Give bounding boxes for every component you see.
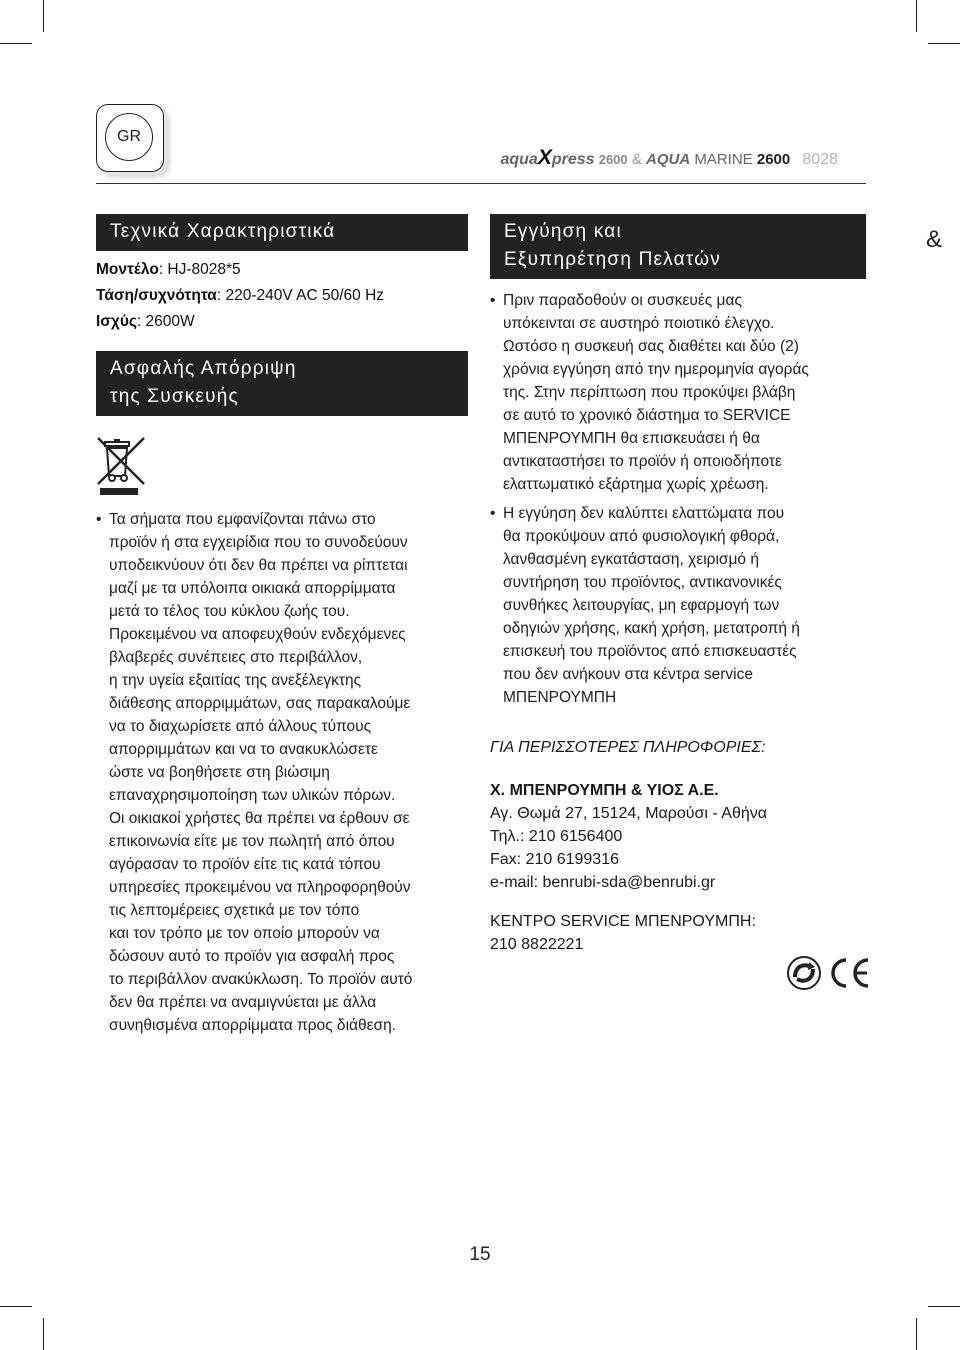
- warranty-heading: [490, 214, 866, 279]
- brand-aqua-2: AQUA: [646, 151, 691, 168]
- disposal-line: συνηθισμένα απορρίμματα προς διάθεση.: [109, 1017, 396, 1034]
- certification-icons: [786, 955, 872, 991]
- spec-value: : HJ-8028*5: [158, 261, 241, 278]
- company-fax: Fax: 210 6199316: [490, 851, 619, 868]
- brand-x: X: [537, 146, 552, 169]
- brand-header: [500, 146, 838, 170]
- warranty-line: ελαττωματικό εξάρτημα χωρίς χρέωση.: [503, 476, 769, 493]
- model-number: 8028: [802, 151, 838, 168]
- disposal-line: μετά το τέλος του κύκλου ζωής του.: [109, 603, 350, 620]
- company-name: Χ. ΜΠΕΝΡΟΥΜΠΗ & ΥΙΟΣ Α.Ε.: [490, 782, 719, 799]
- ce-mark-icon: [828, 955, 872, 991]
- header-rule: [96, 183, 866, 184]
- crop-mark: [0, 43, 32, 44]
- disposal-bullet: [96, 508, 468, 1037]
- brand-number-2: 2600: [756, 151, 791, 168]
- crop-mark: [928, 1306, 960, 1307]
- warranty-line: χρόνια εγγύηση από την ημερομηνία αγοράς: [503, 361, 809, 378]
- page-number: 15: [469, 1244, 491, 1265]
- disposal-line: αγόρασαν το προϊόν είτε τις κατά τόπου: [109, 856, 381, 873]
- warranty-exclusions-bullet: [490, 502, 866, 709]
- brand-ampersand: &: [631, 151, 642, 168]
- crop-mark: [916, 1318, 917, 1350]
- disposal-line: μαζί με τα υπόλοιπα οικιακά απορρίμματα: [109, 580, 396, 597]
- right-column: [490, 214, 866, 956]
- bullet-dot: •: [96, 511, 102, 528]
- disposal-line: βλαβερές συνέπειες στο περιβάλλον,: [109, 649, 363, 666]
- company-email: e-mail: benrubi-sda@benrubi.gr: [490, 874, 716, 891]
- crop-mark: [43, 0, 44, 32]
- specs-heading: Τεχνικά Χαρακτηριστικά: [96, 214, 468, 251]
- warranty-exclusions-line: θα προκύψουν από φυσιολογική φθορά,: [503, 528, 780, 545]
- specs-list: [96, 257, 468, 335]
- crop-mark: [43, 1318, 44, 1350]
- warranty-line: Πριν παραδοθούν οι συσκευές μας: [503, 292, 742, 309]
- more-info-label: ΓΙΑ ΠΕΡΙΣΣΟΤΕΡΕΣ ΠΛΗΡΟΦΟΡΙΕΣ:: [490, 739, 766, 756]
- crop-mark: [928, 43, 960, 44]
- disposal-line: Προκειμένου να αποφευχθούν ενδεχόμενες: [109, 626, 406, 643]
- disposal-line: ώστε να βοηθήσετε στη βιώσιμη: [109, 764, 330, 781]
- disposal-line: Τα σήματα που εμφανίζονται πάνω στο: [109, 511, 376, 528]
- language-badge: [96, 104, 164, 172]
- side-mark: &: [925, 226, 942, 253]
- warranty-exclusions-line: επισκευή του προϊόντος από επισκευαστές: [503, 643, 797, 660]
- spec-row: [96, 309, 468, 335]
- brand-number-1: 2600: [598, 152, 628, 167]
- disposal-line: επαναχρησιμοποίηση των υλικών πόρων.: [109, 787, 396, 804]
- spec-label: Ισχύς: [96, 313, 137, 330]
- warranty-exclusions-line: που δεν ανήκουν στα κέντρα service: [503, 666, 753, 683]
- bullet-dot: •: [490, 292, 496, 309]
- brand-marine: MARINE: [694, 151, 753, 168]
- spec-label: Τάση/συχνότητα: [96, 287, 217, 304]
- warranty-exclusions-line: λανθασμένη εγκατάσταση, χειρισμό ή: [503, 551, 759, 568]
- warranty-bullets: [490, 289, 866, 709]
- disposal-line: υποδεικνύουν ότι δεν θα πρέπει να ρίπτεται: [109, 557, 408, 574]
- disposal-line: τις λεπτομέρειες σχετικά με τον τόπο: [109, 902, 360, 919]
- disposal-line: η την υγεία εξαιτίας της ανεξέλεγκτης: [109, 672, 362, 689]
- service-phone: 210 8822221: [490, 936, 584, 953]
- warranty-heading-line: Εγγύηση και: [504, 221, 622, 242]
- warranty-exclusions-text: [503, 502, 866, 709]
- brand-press: press: [551, 151, 595, 168]
- company-details: [490, 779, 866, 894]
- warranty-line: ΜΠΕΝΡΟΥΜΠΗ θα επισκευάσει ή θα: [503, 430, 760, 447]
- disposal-line: Οι οικιακοί χρήστες θα πρέπει να έρθουν σε: [109, 810, 410, 827]
- crop-mark: [916, 0, 917, 32]
- disposal-line: δεν θα πρέπει να αναμιγνύεται με άλλα: [109, 994, 377, 1011]
- crop-mark: [0, 1306, 32, 1307]
- warranty-exclusions-line: οδηγιών χρήσης, κακή χρήση, μετατροπή ή: [503, 620, 800, 637]
- warranty-exclusions-line: Η εγγύηση δεν καλύπτει ελαττώματα που: [503, 505, 785, 522]
- warranty-bullet: [490, 289, 866, 496]
- service-label: ΚΕΝΤΡΟ SERVICE ΜΠΕΝΡΟΥΜΠΗ:: [490, 913, 756, 930]
- spec-row: [96, 283, 468, 309]
- disposal-line: διάθεσης απορριμμάτων, σας παρακαλούμε: [109, 695, 411, 712]
- warranty-text: [503, 289, 866, 496]
- spec-label: Μοντέλο: [96, 261, 159, 278]
- language-code: GR: [105, 113, 153, 161]
- crossed-bin-icon: [96, 436, 152, 498]
- warranty-line: αντικαταστήσει το προϊόν ή οποιοδήποτε: [503, 453, 782, 470]
- spec-value: : 2600W: [136, 313, 195, 330]
- warranty-exclusions-line: συνθήκες λειτουργίας, μη εφαρμογή των: [503, 597, 780, 614]
- green-dot-icon: [786, 955, 822, 991]
- left-column: [96, 214, 468, 1037]
- disposal-line: το περιβάλλον ανακύκλωση. Το προϊόν αυτό: [109, 971, 413, 988]
- warranty-line: Ωστόσο η συσκευή σας διαθέτει και δύο (2): [503, 338, 799, 355]
- warranty-heading-line: Εξυπηρέτηση Πελατών: [504, 249, 721, 270]
- bullet-dot: •: [490, 505, 496, 522]
- warranty-exclusions-line: ΜΠΕΝΡΟΥΜΠΗ: [503, 689, 617, 706]
- warranty-line: της. Στην περίπτωση που προκύψει βλάβη: [503, 384, 796, 401]
- service-center: [490, 910, 866, 956]
- disposal-line: προϊόν ή στα εγχειρίδια που το συνοδεύουν: [109, 534, 408, 551]
- disposal-text: [109, 508, 468, 1037]
- disposal-heading: [96, 351, 468, 416]
- disposal-line: απορριμμάτων και να το ανακυκλώσετε: [109, 741, 378, 758]
- company-phone: Τηλ.: 210 6156400: [490, 828, 623, 845]
- spec-value: : 220-240V AC 50/60 Hz: [216, 287, 385, 304]
- disposal-line: δώσουν αυτό το προϊόν για ασφαλή προς: [109, 948, 395, 965]
- company-address: Αγ. Θωμά 27, 15124, Μαρούσι - Αθήνα: [490, 805, 768, 822]
- warranty-exclusions-line: συντήρηση του προϊόντος, αντικανονικές: [503, 574, 782, 591]
- disposal-line: επικοινωνία είτε με τον πωλητή από όπου: [109, 833, 395, 850]
- warranty-line: υπόκεινται σε αυστηρό ποιοτικό έλεγχο.: [503, 315, 775, 332]
- warranty-line: σε αυτό το χρονικό διάστημα το SERVICE: [503, 407, 791, 424]
- disposal-heading-line: της Συσκευής: [110, 386, 239, 407]
- disposal-heading-line: Ασφαλής Απόρριψη: [110, 358, 297, 379]
- disposal-line: και τον τρόπο με τον οποίο μπορούν να: [109, 925, 380, 942]
- disposal-line: να το διαχωρίσετε από άλλους τύπους: [109, 718, 372, 735]
- disposal-line: υπηρεσίες προκειμένου να πληροφορηθούν: [109, 879, 411, 896]
- brand-aqua: aqua: [500, 151, 538, 168]
- spec-row: [96, 257, 468, 283]
